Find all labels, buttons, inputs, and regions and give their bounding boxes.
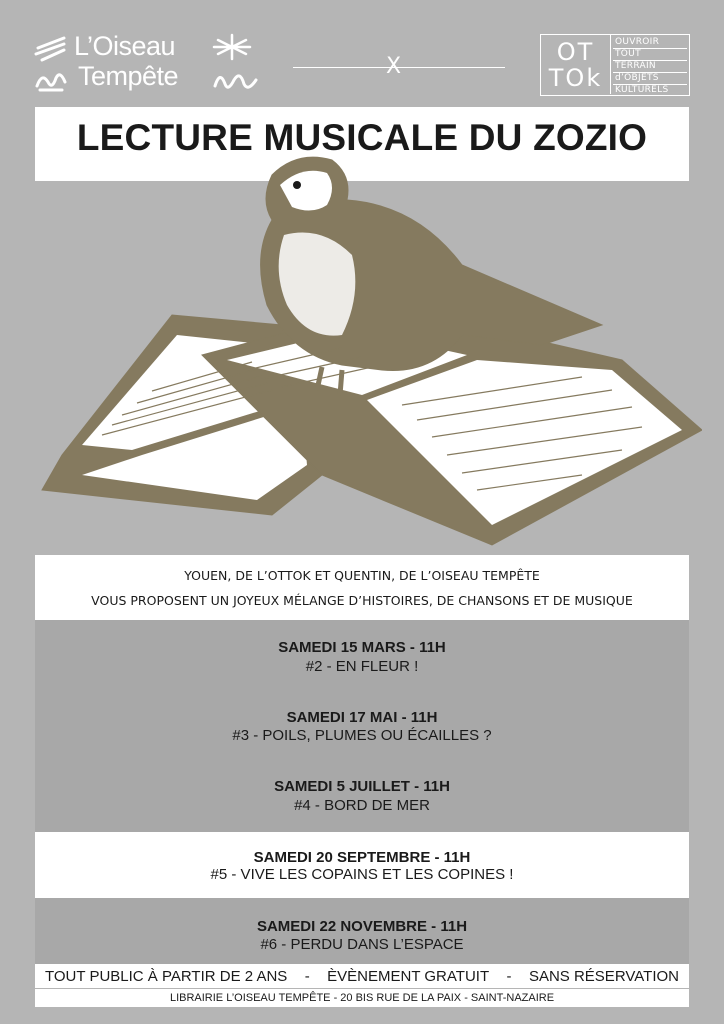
cross-mark: X <box>386 54 402 79</box>
ottok-word: TERRAIN <box>613 61 687 73</box>
event-title: #5 - VIVE LES COPAINS ET LES COPINES ! <box>210 866 514 883</box>
ottok-word: TOUT <box>613 49 687 61</box>
event-date: SAMEDI 20 SEPTEMBRE - 11H <box>253 849 471 866</box>
event-title: #6 - PERDU DANS L’ESPACE <box>260 936 464 953</box>
logo-text-line1: L’Oiseau <box>74 31 176 61</box>
logo-text-line2: Tempête <box>78 61 179 91</box>
event-date: SAMEDI 22 NOVEMBRE - 11H <box>256 918 468 935</box>
wave-scribble-icon <box>212 68 258 94</box>
intro-line-1: YOUEN, DE L’OTTOK ET QUENTIN, DE L’OISEAU TEMPÊTE <box>184 568 540 583</box>
booking-text: SANS RÉSERVATION <box>528 967 679 985</box>
footer-dash: - <box>506 967 512 985</box>
event-date: SAMEDI 17 MAI - 11H <box>286 709 438 726</box>
ottok-letters: OT TOk <box>541 35 611 94</box>
price-text: ÈVÈNEMENT GRATUIT <box>327 967 490 985</box>
ottok-word: d’OBJETS <box>613 73 687 85</box>
footer-address-bar <box>35 988 689 1007</box>
event-date: SAMEDI 15 MARS - 11H <box>278 639 446 656</box>
ottok-logo <box>540 34 690 96</box>
audience-text: TOUT PUBLIC À PARTIR DE 2 ANS <box>45 967 288 985</box>
ottok-word: OUVROIR <box>613 37 687 49</box>
event-title: #3 - POILS, PLUMES OU ÉCAILLES ? <box>232 727 492 744</box>
intro-line-2: VOUS PROPOSENT UN JOYEUX MÉLANGE D’HISTOIRES, DE CHANSONS ET DE MUSIQUE <box>91 593 633 608</box>
pigeon-on-books-illustration <box>22 145 702 570</box>
sparkle-icon <box>212 32 252 62</box>
footer-info-bar <box>35 964 689 988</box>
event-date: SAMEDI 5 JUILLET - 11H <box>274 778 450 795</box>
oiseau-tempete-logo <box>34 32 262 100</box>
ottok-words <box>613 37 687 96</box>
ottok-word: KULTURELS <box>615 85 669 95</box>
event-title: #4 - BORD DE MER <box>294 797 430 814</box>
event-title: #2 - EN FLEUR ! <box>305 658 419 675</box>
bird-scribble-icon <box>34 68 68 94</box>
footer-dash: - <box>304 967 310 985</box>
address-text: LIBRAIRIE L’OISEAU TEMPÊTE - 20 BIS RUE DE LA PAIX - SAINT-NAZAIRE <box>169 992 555 1004</box>
poster-title: LECTURE MUSICALE DU ZOZIO <box>76 117 648 158</box>
wind-lines-icon <box>34 34 68 64</box>
